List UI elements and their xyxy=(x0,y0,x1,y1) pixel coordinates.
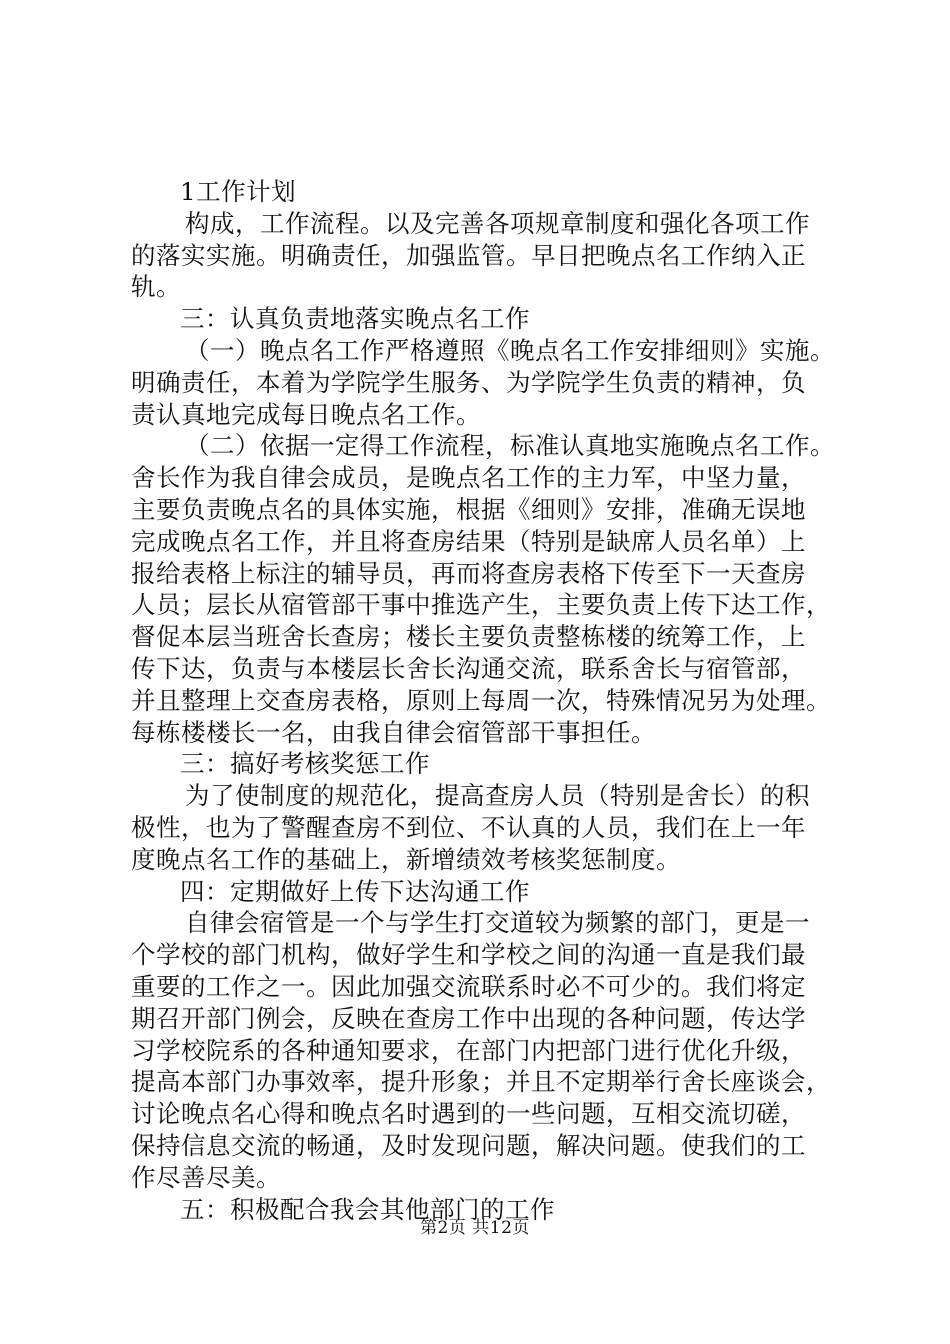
text-line: 督促本层当班舍长查房；楼长主要负责整栋楼的统筹工作，上 xyxy=(131,622,806,652)
text-line: 个学校的部门机构，做好学生和学校之间的沟通一直是我们最 xyxy=(131,940,806,970)
text-line: 传下达，负责与本楼层长舍长沟通交流，联系舍长与宿管部， xyxy=(131,653,806,683)
text-line: 度晚点名工作的基础上，新增绩效考核奖惩制度。 xyxy=(131,844,681,874)
text-line: 期召开部门例会，反映在查房工作中出现的各种问题，传达学 xyxy=(131,1003,806,1033)
text-line: 人员；层长从宿管部干事中推选产生，主要负责上传下达工作， xyxy=(131,590,831,620)
section-heading: 三：搞好考核奖惩工作 xyxy=(180,749,430,779)
text-line: （二）依据一定得工作流程，标准认真地实施晚点名工作。 xyxy=(185,431,835,461)
text-line: 作尽善尽美。 xyxy=(131,1162,281,1192)
text-line: 明确责任，本着为学院学生服务、为学院学生负责的精神，负 xyxy=(131,367,806,397)
text-line: 保持信息交流的畅通，及时发现问题，解决问题。使我们的工 xyxy=(131,1130,806,1160)
text-line: 的落实实施。明确责任，加强监管。早日把晚点名工作纳入正 xyxy=(131,240,806,270)
section-heading: 1工作计划 xyxy=(180,177,297,206)
paragraph-lines xyxy=(131,208,861,1226)
page-footer: 第2页 共12页 xyxy=(420,1218,530,1238)
text-line: 习学校院系的各种通知要求，在部门内把部门进行优化升级， xyxy=(131,1035,806,1065)
section-heading: 四：定期做好上传下达沟通工作 xyxy=(180,876,530,906)
text-line: 并且整理上交查房表格，原则上每周一次，特殊情况另为处理。 xyxy=(131,685,831,715)
text-line: 轨。 xyxy=(131,272,181,302)
text-line: 提高本部门办事效率，提升形象；并且不定期举行舍长座谈会， xyxy=(131,1067,831,1097)
text-line: 为了使制度的规范化，提高查房人员（特别是舍长）的积 xyxy=(185,781,810,811)
section-heading: 三：认真负责地落实晚点名工作 xyxy=(180,304,530,334)
text-line: 重要的工作之一。因此加强交流联系时必不可少的。我们将定 xyxy=(131,971,806,1001)
text-line: 舍长作为我自律会成员，是晚点名工作的主力军，中坚力量， xyxy=(131,463,806,493)
text-line: （一）晚点名工作严格遵照《晚点名工作安排细则》实施。 xyxy=(185,335,835,365)
text-line: 主要负责晚点名的具体实施，根据《细则》安排，准确无误地 xyxy=(131,494,806,524)
document-body xyxy=(131,176,861,1225)
section-heading: 五：积极配合我会其他部门的工作 xyxy=(180,1194,555,1224)
text-line: 自律会宿管是一个与学生打交道较为频繁的部门，更是一 xyxy=(185,908,810,938)
text-line: 极性，也为了警醒查房不到位、不认真的人员，我们在上一年 xyxy=(131,812,806,842)
text-line: 完成晚点名工作，并且将查房结果（特别是缺席人员名单）上 xyxy=(131,526,806,556)
text-line: 报给表格上标注的辅导员，再而将查房表格下传至下一天查房 xyxy=(131,558,806,588)
text-line: 构成，工作流程。以及完善各项规章制度和强化各项工作 xyxy=(185,208,810,238)
text-line: 讨论晚点名心得和晚点名时遇到的一些问题，互相交流切磋， xyxy=(131,1099,806,1129)
text-line: 每栋楼楼长一名，由我自律会宿管部干事担任。 xyxy=(131,717,656,747)
text-line: 责认真地完成每日晚点名工作。 xyxy=(131,399,481,429)
